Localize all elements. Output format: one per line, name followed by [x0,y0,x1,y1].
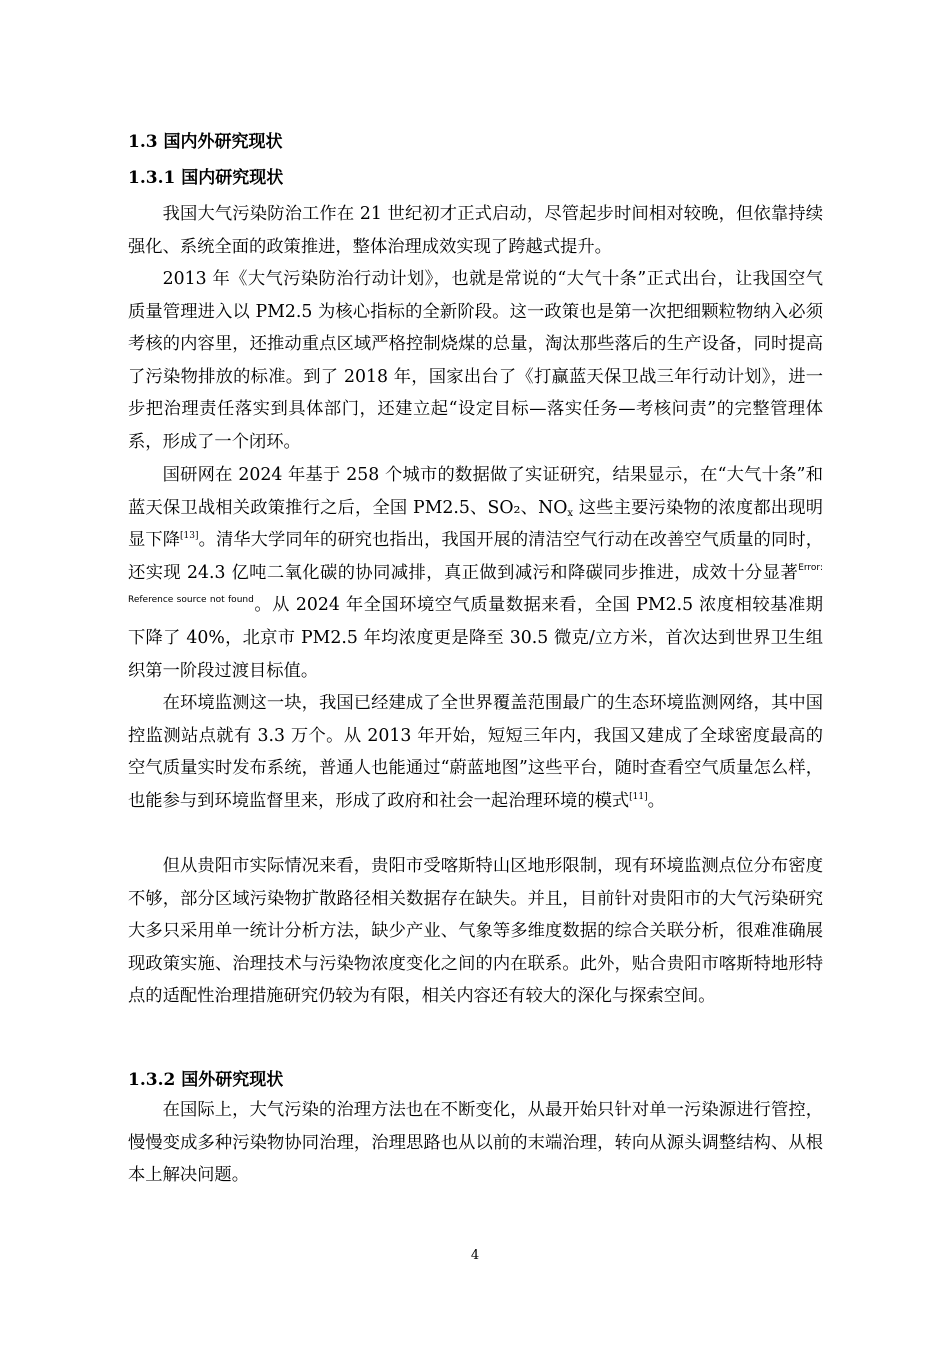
paragraph-6-text: 在国际上，大气污染的治理方法也在不断变化，从最开始只针对单一污染源进行管控，慢慢变成多种污染物协同治理，治理思路也从以前的末端治理，转向从源头调整结构、从根本上解决问题。 [128,1100,823,1186]
paragraph-4-text-b: 。 [647,790,665,811]
paragraph-3 [128,459,823,687]
paragraph-1 [128,198,823,263]
paragraph-4 [128,687,823,817]
subsection-heading-foreign: 1.3.2 国外研究现状 [128,1070,284,1090]
paragraph-2-text: 2013 年《大气污染防治行动计划》，也就是常说的“大气十条”正式出台，让我国空气质量管理进入以 PM2.5 为核心指标的全新阶段。这一政策也是第一次把细颗粒物纳入必须考核的内容里，还推动重点区域严格控制烧煤的总量，淘汰那些落后的生产设备，同时提高了污染物排放的标准。到了 2018 年，国家出台了《打赢蓝天保卫战三年行动计划》，进一步把治理责任落实到具体部门，还建立起“设定目标—落实任务—考核问责”的完整管理体系，形成了一个闭环。 [128,269,823,452]
subsection-heading-domestic: 1.3.1 国内研究现状 [128,168,284,188]
citation-13: [13] [180,531,199,542]
paragraph-5-text: 但从贵阳市实际情况来看，贵阳市受喀斯特山区地形限制，现有环境监测点位分布密度不够，部分区域污染物扩散路径相关数据存在缺失。并且，目前针对贵阳市的大气污染研究大多只采用单一统计分析方法，缺少产业、气象等多维度数据的综合关联分析，很难准确展现政策实施、治理技术与污染物浓度变化之间的内在联系。此外，贴合贵阳市喀斯特地形特点的适配性治理措施研究仍较为有限，相关内容还有较大的深化与探索空间。 [128,856,823,1007]
paragraph-5 [128,850,823,1013]
paragraph-3-text-d: 。清华大学同年的研究也指出，我国开展的清洁空气行动在改善空气质量的同时，还实现 24.3 亿吨二氧化碳的协同减排，真正做到减污和降碳同步推进，成效十分显著 [128,530,823,583]
paragraph-4-text-a: 在环境监测这一块，我国已经建成了全世界覆盖范围最广的生态环境监测网络，其中国控监测站点就有 3.3 万个。从 2013 年开始，短短三年内，我国又建成了全球密度最高的空气质量实时发布系统，普通人也能通过“蔚蓝地图”这些平台，随时查看空气质量怎么样，也能参与到环境监督里来，形成了政府和社会一起治理环境的模式 [128,693,823,811]
paragraph-3-text-a: 国研网在 2024 年基于 258 个城市的数据做了实证研究，结果显示，在“大气十条”和蓝天保卫战相关政策推行之后，全国 PM2.5、SO [128,465,823,518]
paragraph-3-text-b: 、NO [520,497,568,518]
paragraph-3-text-c: 这些主要污染物的浓度都出现明显下降 [128,497,823,551]
paragraph-3-text-e: 。从 2024 年全国环境空气质量数据来看，全国 PM2.5 浓度相较基准期下降了 40%，北京市 PM2.5 年均浓度更是降至 30.5 微克/立方米，首次达到世界卫生组织第一阶段过渡目标值。 [128,595,824,681]
reference-error-note: Error: Reference source not found [128,562,823,606]
paragraph-6 [128,1094,823,1192]
citation-11: [11] [629,791,648,802]
section-heading: 1.3 国内外研究现状 [128,132,283,152]
page-number: 4 [470,1248,480,1263]
paragraph-1-text: 我国大气污染防治工作在 21 世纪初才正式启动，尽管起步时间相对较晚，但依靠持续强化、系统全面的政策推进，整体治理成效实现了跨越式提升。 [128,204,823,257]
paragraph-2 [128,263,823,459]
so2-subscript: ₂ [513,497,521,518]
nox-subscript: x [567,507,574,519]
